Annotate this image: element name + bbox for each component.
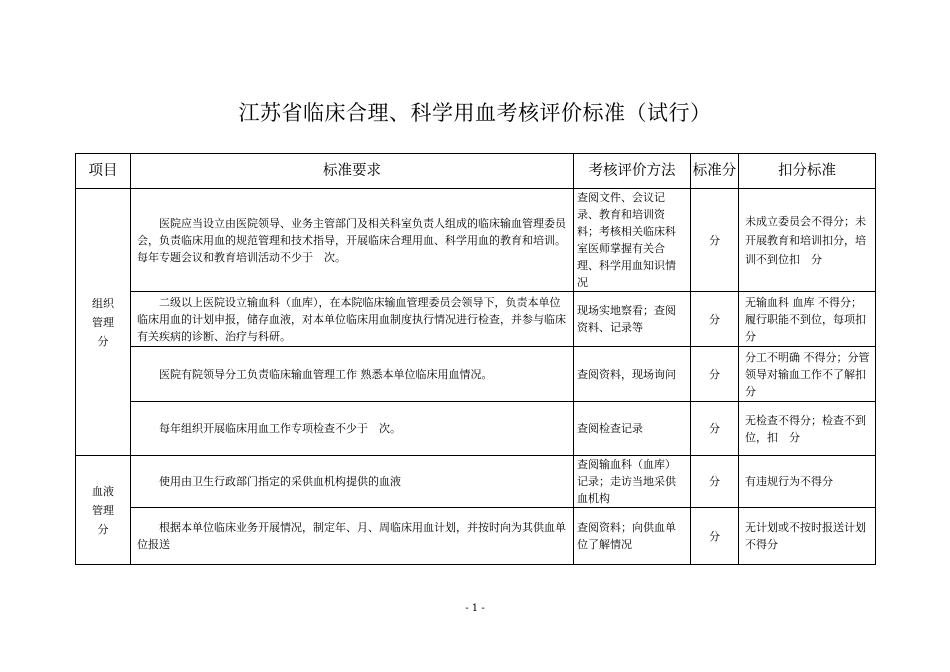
- deduction-cell: 未成立委员会不得分；未开展教育和培训扣分，培训不到位扣 分: [739, 189, 876, 292]
- header-requirement: 标准要求: [131, 154, 574, 189]
- category-organization: 组织 管理 分: [76, 189, 131, 456]
- header-item: 项目: [76, 154, 131, 189]
- table-row: [76, 402, 876, 456]
- document-title: 江苏省临床合理、科学用血考核评价标准（试行）: [238, 101, 712, 125]
- table-row: [76, 456, 876, 508]
- table-header-row: [76, 154, 876, 189]
- header-deduction: 扣分标准: [739, 154, 876, 189]
- header-method: 考核评价方法: [574, 154, 691, 189]
- method-cell: 现场实地察看；查阅资料、记录等: [574, 292, 691, 347]
- header-score: 标准分: [691, 154, 739, 189]
- score-cell: 分: [691, 292, 739, 347]
- table-row: [76, 347, 876, 402]
- score-cell: 分: [691, 508, 739, 565]
- score-cell: 分: [691, 189, 739, 292]
- table-row: [76, 292, 876, 347]
- category-blood: 血液 管理 分: [76, 456, 131, 565]
- page-number: - 1 -: [465, 603, 485, 614]
- method-cell: 查阅文件、会议记录、教育和培训资料；考核相关临床科室医师掌握有关合理、科学用血知识情况: [574, 189, 691, 292]
- deduction-cell: 有违规行为不得分: [739, 456, 876, 508]
- method-cell: 查阅检查记录: [574, 402, 691, 456]
- requirement-cell: 医院应当设立由医院领导、业务主管部门及相关科室负责人组成的临床输血管理委员会，负责临床用血的规范管理和技术指导，开展临床合理用血、科学用血的教育和培训。每年专题会议和教育培训活动不少于 次。: [131, 189, 574, 292]
- method-cell: 查阅输血科（血库）记录；走访当地采供血机构: [574, 456, 691, 508]
- requirement-cell: 每年组织开展临床用血工作专项检查不少于 次。: [131, 402, 574, 456]
- score-cell: 分: [691, 402, 739, 456]
- evaluation-table: [75, 153, 876, 565]
- deduction-cell: 无计划或不按时报送计划不得分: [739, 508, 876, 565]
- score-cell: 分: [691, 456, 739, 508]
- deduction-cell: 分工不明确 不得分；分管领导对输血工作不了解扣 分: [739, 347, 876, 402]
- deduction-cell: 无输血科 血库 不得分；履行职能不到位，每项扣 分: [739, 292, 876, 347]
- requirement-cell: 根据本单位临床业务开展情况，制定年、月、周临床用血计划，并按时向为其供血单位报送: [131, 508, 574, 565]
- method-cell: 查阅资料，现场询问: [574, 347, 691, 402]
- requirement-cell: 二级以上医院设立输血科（血库），在本院临床输血管理委员会领导下，负责本单位临床用血的计划申报，储存血液，对本单位临床用血制度执行情况进行检查，并参与临床有关疾病的诊断、治疗与科研。: [131, 292, 574, 347]
- table-row: [76, 189, 876, 292]
- requirement-cell: 使用由卫生行政部门指定的采供血机构提供的血液: [131, 456, 574, 508]
- requirement-cell: 医院有院领导分工负责临床输血管理工作 熟悉本单位临床用血情况。: [131, 347, 574, 402]
- deduction-cell: 无检查不得分；检查不到位，扣 分: [739, 402, 876, 456]
- method-cell: 查阅资料；向供血单位了解情况: [574, 508, 691, 565]
- table-row: [76, 508, 876, 565]
- score-cell: 分: [691, 347, 739, 402]
